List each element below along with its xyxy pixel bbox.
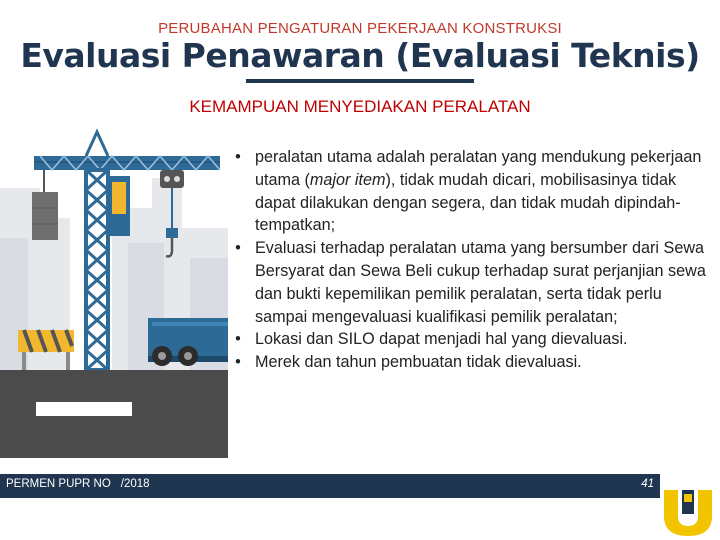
title-underline [246,79,474,83]
bullet-text: Evaluasi terhadap peralatan utama yang bersumber dari Sewa Bersyarat dan Sewa Beli cukup terhadap surat perjanjian sewa dan bukti kepemilikan pemilik peralatan, serta tidak perlu sampai mengevaluasi kualifikasi pemilik peralatan; [255,239,706,326]
pupr-logo-icon [660,486,716,540]
page-number: 41 [641,478,654,490]
slide-title: Evaluasi Penawaran (Evaluasi Teknis) [20,36,700,75]
footer-regulation: PERMEN PUPR NO /2018 [6,478,150,490]
counterweight [32,192,58,240]
bullet-dot: • [235,330,241,349]
bullet-dot: • [235,148,241,166]
bullet-item [228,146,710,237]
section-subtitle: KEMAMPUAN MENYEDIAKAN PERALATAN [189,97,531,116]
bullet-item [228,351,710,374]
bullet-text: Lokasi dan SILO dapat menjadi hal yang dievaluasi. [255,330,628,349]
bullet-dot: • [235,239,241,258]
bullet-text: Merek dan tahun pembuatan tidak dievaluasi. [255,353,582,372]
truck-icon [148,318,228,366]
bullet-item [228,237,710,328]
bullet-item [228,328,710,351]
bullet-list [228,146,710,374]
construction-crane-illustration [0,128,228,458]
bullet-text: peralatan utama adalah peralatan yang mendukung pekerjaan utama (major item), tidak mudah dicari, mobilisasinya tidak dapat dilakukan dengan segera, dan tidak mudah dipindah-tempatkan; [255,148,702,235]
bullet-dot: • [235,353,241,372]
slide-kicker: PERUBAHAN PENGATURAN PEKERJAAN KONSTRUKSI [158,20,562,37]
